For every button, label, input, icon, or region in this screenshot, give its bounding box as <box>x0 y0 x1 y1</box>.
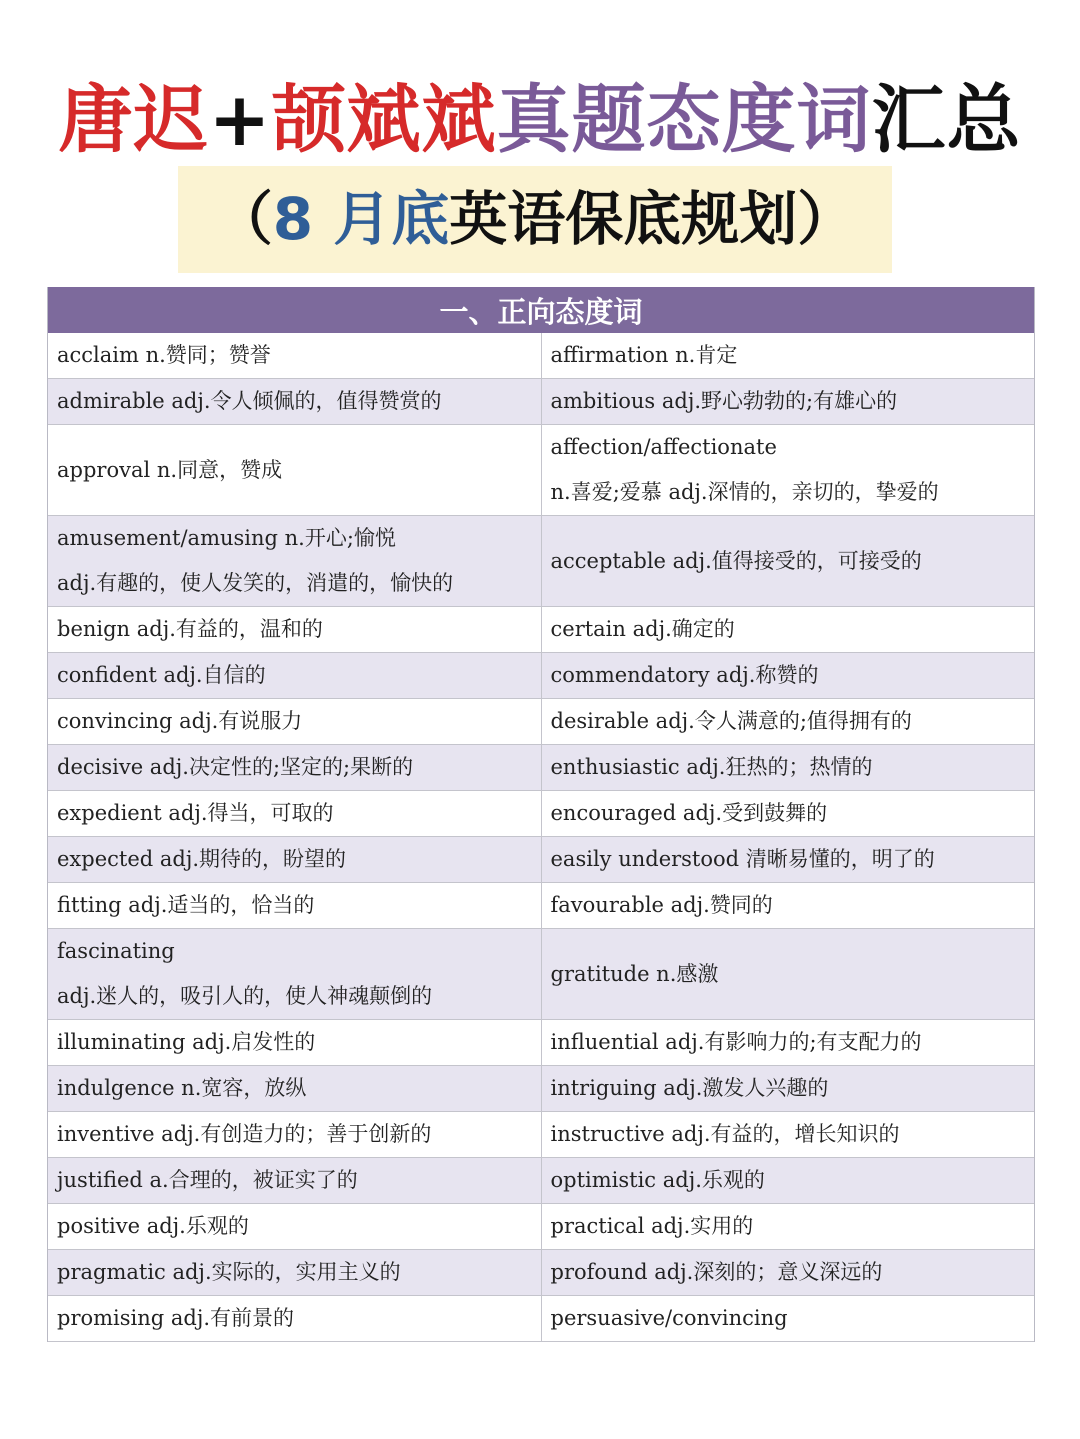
subtitle-date: 8 月底 <box>272 185 450 253</box>
table-body <box>48 333 1034 1342</box>
table-row <box>48 333 1034 379</box>
table-row <box>48 607 1034 653</box>
vocab-entry: justified a.合理的，被证实了的 <box>57 1168 358 1192</box>
table-cell-right <box>541 1250 1035 1295</box>
vocab-entry: inventive adj.有创造力的；善于创新的 <box>57 1122 432 1146</box>
table-cell-right <box>541 607 1035 652</box>
vocab-entry: profound adj.深刻的；意义深远的 <box>550 1260 883 1284</box>
table-cell-right <box>541 653 1035 698</box>
vocab-entry: ambitious adj.野心勃勃的;有雄心的 <box>550 389 898 413</box>
table-cell-left <box>48 1066 541 1111</box>
vocab-entry: intriguing adj.激发人兴趣的 <box>550 1076 829 1100</box>
vocab-entry: benign adj.有益的，温和的 <box>57 617 323 641</box>
vocab-entry: affirmation n.肯定 <box>550 343 738 367</box>
vocab-entry: positive adj.乐观的 <box>57 1214 249 1238</box>
title-topic: 真题态度词 <box>496 77 872 163</box>
table-row <box>48 837 1034 883</box>
vocab-entry: illuminating adj.启发性的 <box>57 1030 316 1054</box>
subtitle-plan: 英语保底规划 <box>449 185 798 253</box>
vocab-entry: convincing adj.有说服力 <box>57 709 303 733</box>
vocab-entry: expedient adj.得当，可取的 <box>57 801 334 825</box>
table-cell-right <box>541 1112 1035 1157</box>
vocab-entry: optimistic adj.乐观的 <box>550 1168 765 1192</box>
table-cell-right <box>541 333 1035 378</box>
vocab-entry: fitting adj.适当的，恰当的 <box>57 893 315 917</box>
table-cell-left <box>48 1158 541 1203</box>
table-cell-right <box>541 1158 1035 1203</box>
vocab-entry: instructive adj.有益的，增长知识的 <box>550 1122 900 1146</box>
table-cell-left <box>48 333 541 378</box>
table-cell-left <box>48 699 541 744</box>
table-row <box>48 699 1034 745</box>
table-row <box>48 653 1034 699</box>
vocab-entry: influential adj.有影响力的;有支配力的 <box>550 1030 922 1054</box>
title-plus: + <box>208 77 272 163</box>
vocab-entry: admirable adj.令人倾佩的，值得赞赏的 <box>57 389 442 413</box>
table-row <box>48 379 1034 425</box>
table-cell-left <box>48 791 541 836</box>
vocab-entry: adj.有趣的，使人发笑的，消遣的，愉快的 <box>57 571 454 595</box>
table-row <box>48 1296 1034 1342</box>
table-row <box>48 1250 1034 1296</box>
subtitle <box>178 166 892 273</box>
vocab-entry: expected adj.期待的，盼望的 <box>57 847 347 871</box>
table-cell-left <box>48 379 541 424</box>
table-cell-left <box>48 837 541 882</box>
vocab-entry: affection/affectionate <box>550 435 777 459</box>
table-row <box>48 1158 1034 1204</box>
table-cell-left <box>48 1250 541 1295</box>
table-cell-right <box>541 516 1035 606</box>
vocab-entry: persuasive/convincing <box>550 1306 788 1330</box>
vocab-entry: amusement/amusing n.开心;愉悦 <box>57 526 396 550</box>
table-cell-left <box>48 425 541 515</box>
table-cell-left <box>48 745 541 790</box>
vocab-entry: practical adj.实用的 <box>550 1214 754 1238</box>
title-summary: 汇总 <box>871 77 1022 163</box>
table-cell-left <box>48 516 541 606</box>
vocab-entry: fascinating <box>57 939 175 963</box>
table-row <box>48 425 1034 516</box>
subtitle-open-paren: （ <box>214 185 273 253</box>
table-cell-left <box>48 883 541 928</box>
vocab-entry: n.喜爱;爱慕 adj.深情的，亲切的，挚爱的 <box>550 480 939 504</box>
table-cell-right <box>541 929 1035 1019</box>
vocab-entry: certain adj.确定的 <box>550 617 735 641</box>
table-row <box>48 791 1034 837</box>
table-row <box>48 516 1034 607</box>
title-names-part2: 颉斌斌 <box>271 77 497 163</box>
table-cell-right <box>541 1066 1035 1111</box>
table-header: 一、正向态度词 <box>48 287 1034 333</box>
vocab-entry: promising adj.有前景的 <box>57 1306 295 1330</box>
table-cell-left <box>48 1296 541 1341</box>
vocab-entry: enthusiastic adj.狂热的；热情的 <box>550 755 873 779</box>
table-row <box>48 883 1034 929</box>
page-title <box>0 70 1080 170</box>
table-cell-left <box>48 607 541 652</box>
vocab-entry: decisive adj.决定性的;坚定的;果断的 <box>57 755 414 779</box>
table-cell-right <box>541 379 1035 424</box>
vocab-entry: indulgence n.宽容，放纵 <box>57 1076 307 1100</box>
table-cell-right <box>541 699 1035 744</box>
table-row <box>48 1204 1034 1250</box>
vocab-table <box>47 287 1035 1342</box>
vocab-entry: adj.迷人的，吸引人的，使人神魂颠倒的 <box>57 984 433 1008</box>
table-cell-right <box>541 883 1035 928</box>
table-cell-left <box>48 1112 541 1157</box>
title-names-part1: 唐迟 <box>58 77 209 163</box>
vocab-entry: encouraged adj.受到鼓舞的 <box>550 801 828 825</box>
vocab-entry: pragmatic adj.实际的，实用主义的 <box>57 1260 401 1284</box>
vocab-entry: desirable adj.令人满意的;值得拥有的 <box>550 709 912 733</box>
vocab-entry: favourable adj.赞同的 <box>550 893 773 917</box>
table-cell-left <box>48 653 541 698</box>
table-cell-right <box>541 1204 1035 1249</box>
table-row <box>48 1020 1034 1066</box>
table-cell-right <box>541 1020 1035 1065</box>
table-cell-right <box>541 837 1035 882</box>
subtitle-close-paren: ） <box>797 185 856 253</box>
table-row <box>48 929 1034 1020</box>
vocab-entry: commendatory adj.称赞的 <box>550 663 819 687</box>
table-row <box>48 1066 1034 1112</box>
table-cell-left <box>48 929 541 1019</box>
table-row <box>48 745 1034 791</box>
vocab-entry: easily understood 清晰易懂的，明了的 <box>550 847 935 871</box>
table-cell-left <box>48 1020 541 1065</box>
vocab-entry: acclaim n.赞同；赞誉 <box>57 343 271 367</box>
vocab-entry: acceptable adj.值得接受的，可接受的 <box>550 548 922 573</box>
table-row <box>48 1112 1034 1158</box>
table-cell-right <box>541 745 1035 790</box>
table-cell-right <box>541 425 1035 515</box>
vocab-entry: gratitude n.感激 <box>550 961 719 986</box>
vocab-entry: approval n.同意，赞成 <box>57 457 283 482</box>
table-cell-right <box>541 791 1035 836</box>
table-cell-right <box>541 1296 1035 1341</box>
vocab-entry: confident adj.自信的 <box>57 663 266 687</box>
table-cell-left <box>48 1204 541 1249</box>
